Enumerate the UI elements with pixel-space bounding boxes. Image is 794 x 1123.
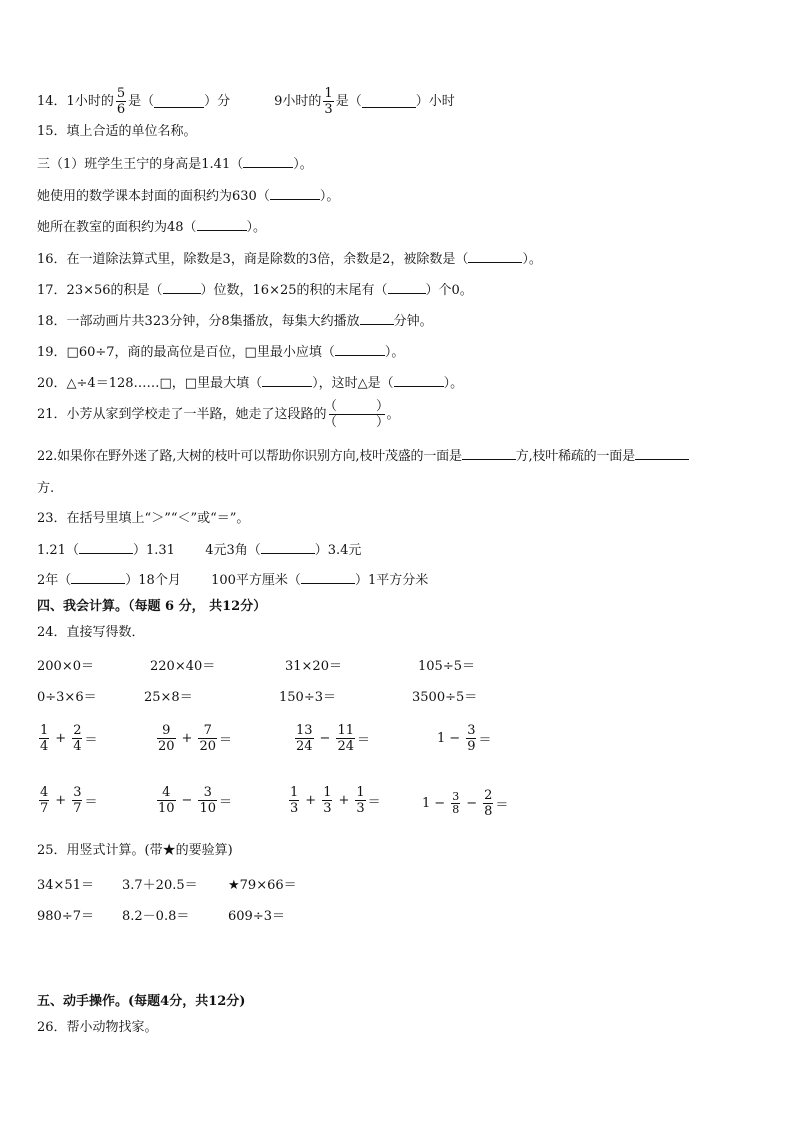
q23-r1a-blank[interactable] <box>79 541 133 554</box>
q14-a-mid: 是（ <box>128 93 155 109</box>
plus-sign: + <box>55 793 67 808</box>
q21-text: 21．小芳从家到学校走了一半路，她走了这段路的 <box>37 406 327 422</box>
q24-r1-c3: 31×20＝ <box>285 659 342 674</box>
numerator: 13 <box>296 723 313 738</box>
denominator: 8 <box>452 803 460 816</box>
fraction <box>355 785 365 816</box>
q22-continuation: 方. <box>37 481 55 496</box>
q24-frac-1 <box>37 723 97 754</box>
q24-frac-5 <box>37 785 97 816</box>
denominator: 4 <box>40 739 49 754</box>
q19-blank[interactable] <box>335 343 385 356</box>
question-14 <box>37 86 455 117</box>
denominator: 20 <box>199 739 216 754</box>
equals-sign: ＝ <box>219 795 233 810</box>
q24-r2-c3: 150÷3＝ <box>279 690 336 705</box>
q15-l1-blank[interactable] <box>243 155 293 168</box>
q25-title: 25．用竖式计算。(带★的要验算) <box>37 843 233 858</box>
equals-sign: ＝ <box>84 795 98 810</box>
equals-sign: ＝ <box>357 733 371 748</box>
q24-frac-6 <box>155 785 232 816</box>
numerator: 1 <box>290 785 299 800</box>
q23-r1a-end: ）1.31 <box>132 543 175 558</box>
section-5-title: 五、动手操作。(每题4分，共12分) <box>37 994 246 1009</box>
minus-sign: − <box>466 796 478 811</box>
q14-b-suffix: ）小时 <box>415 93 455 109</box>
denominator: 4 <box>73 739 82 754</box>
q14-a-suffix: ）分 <box>204 93 231 109</box>
denominator: 24 <box>337 739 354 754</box>
numerator: 1 <box>40 723 49 738</box>
q23-r2a-text: 2年（ <box>37 573 72 588</box>
numerator: 4 <box>40 785 49 800</box>
denominator: 3 <box>356 801 365 816</box>
q22-blank-2[interactable] <box>635 447 689 460</box>
whole-one: 1 <box>422 796 431 811</box>
q17-text-1: 17．23×56的积是（ <box>37 283 163 298</box>
numerator: 3 <box>467 723 476 738</box>
denominator: 24 <box>296 739 313 754</box>
question-19 <box>37 343 404 362</box>
q23-r1b-blank[interactable] <box>261 541 315 554</box>
numerator: 4 <box>162 785 171 800</box>
q21-blank-fraction[interactable] <box>324 399 390 430</box>
numerator: 9 <box>162 723 171 738</box>
question-18 <box>37 312 433 331</box>
denominator: 3 <box>290 801 299 816</box>
q14-b-fraction <box>323 86 333 117</box>
numerator: （ ） <box>324 399 390 414</box>
minus-sign: − <box>449 731 461 746</box>
numerator: 3 <box>203 785 212 800</box>
q14-b-prefix: 9小时的 <box>274 93 322 109</box>
q16-end: ）。 <box>522 252 542 267</box>
numerator: 3 <box>452 790 460 803</box>
numerator: 1 <box>356 785 365 800</box>
denominator: 8 <box>484 804 493 819</box>
fraction <box>295 723 314 754</box>
q24-frac-7 <box>287 785 381 816</box>
whole-one: 1 <box>437 731 446 746</box>
q20-blank-2[interactable] <box>394 374 444 387</box>
q18-text: 18．一部动画片共323分钟，分8集播放，每集大约播放 <box>37 314 360 329</box>
q19-end: ）。 <box>384 345 405 360</box>
q18-end: 分钟。 <box>393 314 433 329</box>
q15-l1-text: 三（1）班学生王宁的身高是1.41（ <box>37 157 244 172</box>
fraction <box>72 785 82 816</box>
q15-l2-blank[interactable] <box>270 187 320 200</box>
q14-number: 14． <box>37 93 67 109</box>
q17-blank-1[interactable] <box>163 281 201 294</box>
minus-sign: − <box>434 796 446 811</box>
q25-r2-c2: 8.2－0.8＝ <box>122 909 190 924</box>
q15-l3-blank[interactable] <box>197 218 247 231</box>
q23-r2b-text: 100平方厘米（ <box>211 573 301 588</box>
q24-r1-c4: 105÷5＝ <box>418 659 475 674</box>
plus-sign: + <box>338 793 350 808</box>
q17-text-2: ）位数，16×25的积的末尾有（ <box>200 283 388 298</box>
fraction <box>39 723 49 754</box>
q20-blank-1[interactable] <box>262 374 312 387</box>
numerator: 1 <box>324 86 333 101</box>
fraction <box>483 788 493 819</box>
question-17 <box>37 281 473 300</box>
numerator: 11 <box>337 723 354 738</box>
equals-sign: ＝ <box>219 733 233 748</box>
q23-title: 23．在括号里填上“＞”“＜”或“＝”。 <box>37 511 250 526</box>
q23-r2b-blank[interactable] <box>301 571 355 584</box>
fraction <box>198 785 217 816</box>
q15-l2-text: 她使用的数学课本封面的面积约为630（ <box>37 189 270 204</box>
q15-line-1 <box>37 155 313 174</box>
q24-r2-c1: 0÷3×6＝ <box>37 690 97 705</box>
fraction <box>336 723 355 754</box>
numerator: 3 <box>73 785 82 800</box>
q19-text: 19．□60÷7，商的最高位是百位，□里最小应填（ <box>37 345 335 360</box>
numerator: 2 <box>484 788 493 803</box>
denominator: 3 <box>324 102 333 117</box>
denominator: 3 <box>323 801 332 816</box>
q15-line-3 <box>37 218 266 237</box>
numerator: 5 <box>116 86 126 101</box>
fraction <box>198 723 217 754</box>
minus-sign: − <box>319 731 331 746</box>
q14-a-prefix: 1小时的 <box>66 93 114 109</box>
q15-l3-text: 她所在教室的面积约为48（ <box>37 220 197 235</box>
q15-title: 15．填上合适的单位名称。 <box>37 124 197 139</box>
q25-r2-c3: 609÷3＝ <box>228 909 285 924</box>
q23-r1a-text: 1.21（ <box>37 543 79 558</box>
q24-title: 24．直接写得数． <box>37 625 145 640</box>
q15-l3-end: ）。 <box>246 220 267 235</box>
denominator: 20 <box>158 739 175 754</box>
q24-r2-c4: 3500÷5＝ <box>412 690 478 705</box>
numerator: 7 <box>203 723 212 738</box>
denominator: （ ） <box>324 415 390 430</box>
q23-r1b-end: ）3.4元 <box>314 543 362 558</box>
denominator: 10 <box>158 801 175 816</box>
fraction <box>289 785 299 816</box>
q20-text-2: ），这时△是（ <box>312 376 394 391</box>
denominator: 10 <box>199 801 216 816</box>
q21-end: 。 <box>386 406 400 422</box>
q24-frac-4 <box>437 723 491 754</box>
denominator: 7 <box>40 801 49 816</box>
q22-blank-1[interactable] <box>462 447 516 460</box>
q23-r1b-text: 4元3角（ <box>205 543 261 558</box>
q24-r2-c2: 25×8＝ <box>144 690 193 705</box>
plus-sign: + <box>55 731 67 746</box>
q17-blank-2[interactable] <box>388 281 426 294</box>
section-4-title: 四、我会计算。（每题 6 分， 共12分） <box>37 599 267 614</box>
q25-r1-c1: 34×51＝ <box>37 878 94 893</box>
q24-frac-8 <box>422 788 508 819</box>
q22-text-2: 方,枝叶稀疏的一面是 <box>515 449 635 464</box>
minus-sign: − <box>181 793 193 808</box>
q25-r2-c1: 980÷7＝ <box>37 909 94 924</box>
q16-blank[interactable] <box>468 250 522 263</box>
denominator: 6 <box>116 102 126 117</box>
fraction <box>39 785 49 816</box>
q17-text-3: ）个0。 <box>425 283 473 298</box>
q22-text: 22.如果你在野外迷了路,大树的枝叶可以帮助你识别方向,枝叶茂盛的一面是 <box>37 449 462 464</box>
q15-l1-end: ）。 <box>293 157 313 172</box>
q15-line-2 <box>37 187 339 206</box>
q15-l2-end: ）。 <box>319 189 340 204</box>
q23-r2a-blank[interactable] <box>71 571 125 584</box>
fraction <box>466 723 476 754</box>
fraction <box>157 785 176 816</box>
q24-frac-2 <box>155 723 232 754</box>
q20-text-1: 20．△÷4＝128……□，□里最大填（ <box>37 376 263 391</box>
q23-row-1 <box>37 541 361 560</box>
q24-r1-c1: 200×0＝ <box>37 659 94 674</box>
denominator: 9 <box>467 739 476 754</box>
q23-row-2 <box>37 571 428 590</box>
q25-r1-c3: ★79×66＝ <box>228 878 297 893</box>
fraction <box>451 791 460 816</box>
q24-r1-c2: 220×40＝ <box>150 659 216 674</box>
q23-r2b-end: ）1平方分米 <box>354 573 429 588</box>
plus-sign: + <box>305 793 317 808</box>
q26-title: 26．帮小动物找家。 <box>37 1020 158 1035</box>
fraction <box>72 723 82 754</box>
plus-sign: + <box>181 731 193 746</box>
denominator: 7 <box>73 801 82 816</box>
question-16 <box>37 250 542 269</box>
equals-sign: ＝ <box>367 795 381 810</box>
fraction <box>322 785 332 816</box>
q14-a-fraction <box>116 86 126 117</box>
q23-r2a-end: ）18个月 <box>125 573 181 588</box>
numerator: 2 <box>73 723 82 738</box>
q20-text-3: ）。 <box>443 376 464 391</box>
numerator: 1 <box>323 785 332 800</box>
q14-b-blank[interactable] <box>362 95 416 108</box>
q14-b-mid: 是（ <box>335 93 362 109</box>
q16-text: 16．在一道除法算式里，除数是3，商是除数的3倍，余数是2，被除数是（ <box>37 252 469 267</box>
q24-frac-3 <box>293 723 370 754</box>
equals-sign: ＝ <box>478 733 492 748</box>
q25-r1-c2: 3.7＋20.5＝ <box>122 878 198 893</box>
question-22 <box>37 447 689 466</box>
equals-sign: ＝ <box>84 733 98 748</box>
q14-a-blank[interactable] <box>154 95 204 108</box>
q18-blank[interactable] <box>360 312 394 325</box>
fraction <box>157 723 176 754</box>
question-21 <box>37 399 400 430</box>
equals-sign: ＝ <box>495 798 509 813</box>
question-20 <box>37 374 463 393</box>
